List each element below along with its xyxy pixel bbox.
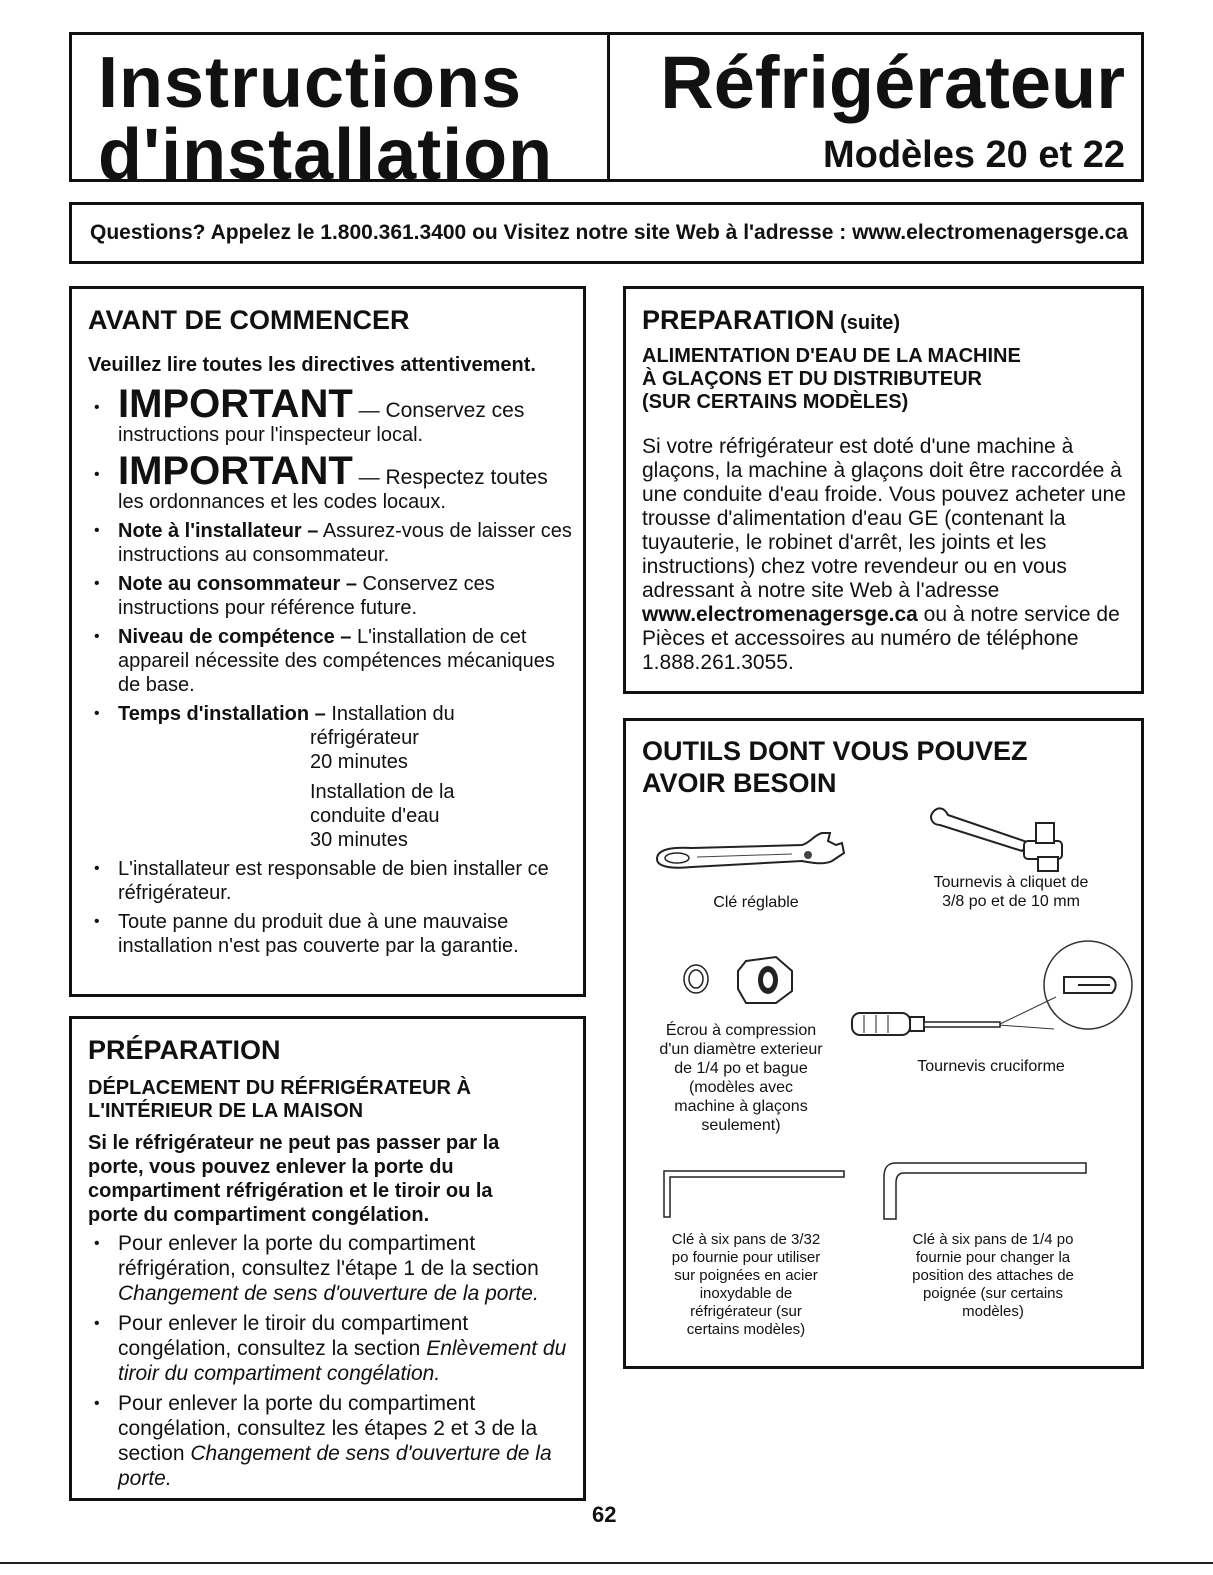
bullet-icon: • xyxy=(94,628,100,645)
bullet-icon: • xyxy=(94,860,100,877)
wrench-caption: Clé réglable xyxy=(713,894,799,911)
prep-step-ref: Changement de sens d'ouverture de la porte. xyxy=(118,1282,539,1305)
title-main: PREPARATION xyxy=(642,305,835,335)
caption-line: Écrou à compression xyxy=(665,1022,817,1039)
prep-step-ref: Changement de sens d'ouverture de la porte. xyxy=(118,1442,552,1490)
caption-line: 3/8 po et de 10 mm xyxy=(942,893,1080,910)
title-suffix: (suite) xyxy=(834,312,901,334)
install-time-line: 30 minutes xyxy=(310,829,408,851)
bullet-icon: • xyxy=(94,575,100,592)
subheading-line: (SUR CERTAINS MODÈLES) xyxy=(642,391,909,413)
page-number: 62 xyxy=(592,1502,617,1527)
product-title: Réfrigérateur xyxy=(660,41,1125,124)
preparation-list xyxy=(88,1231,575,1496)
important-text: — Respectez toutes xyxy=(352,466,548,489)
bullet-icon: • xyxy=(94,522,100,539)
subheading-line: À GLAÇONS ET DU DISTRIBUTEUR xyxy=(642,368,982,390)
install-time-label: Temps d'installation – xyxy=(118,703,326,725)
bullet-icon: • xyxy=(94,466,100,483)
caption-line: poignée (sur certains xyxy=(922,1285,1064,1302)
water-supply-text xyxy=(642,435,1132,675)
phillips-screwdriver-icon xyxy=(848,943,1138,1043)
preparation-title: PRÉPARATION xyxy=(88,1035,281,1065)
important-cont: instructions pour l'inspecteur local. xyxy=(118,424,424,446)
prep-step-text: Pour enlever la porte du compartiment réfrigération, consultez l'étape 1 de la section xyxy=(118,1232,539,1280)
caption-line: inoxydable de xyxy=(699,1285,793,1302)
title-line-2: d'installation xyxy=(98,115,554,195)
bullet-icon: • xyxy=(94,1315,100,1332)
compression-nut-icon xyxy=(676,953,816,1009)
website-link[interactable]: www.electromenagersge.ca xyxy=(642,603,918,626)
note-consumer-text: Conservez ces instructions pour référence future. xyxy=(118,573,495,619)
list-item xyxy=(88,449,575,514)
install-time-line: Installation de la xyxy=(310,781,455,803)
important-label: IMPORTANT xyxy=(118,449,353,493)
nut-caption xyxy=(636,1021,846,1135)
warranty-text: Toute panne du produit due à une mauvaise installation n'est pas couverte par la garantie. xyxy=(118,911,519,957)
preparation-suite-title xyxy=(642,305,900,336)
list-item xyxy=(88,625,575,697)
preparation-suite-section xyxy=(623,286,1144,694)
avant-list xyxy=(88,382,575,963)
tools-title xyxy=(642,735,1028,799)
title-line-1: Instructions xyxy=(98,43,523,123)
note-installer-text: Assurez-vous de laisser ces instructions au consommateur. xyxy=(118,520,572,566)
note-installer-label: Note à l'installateur – xyxy=(118,520,319,542)
questions-banner xyxy=(69,202,1144,264)
caption-line: machine à glaçons xyxy=(674,1098,808,1115)
questions-text: Questions? Appelez le 1.800.361.3400 ou Visitez notre site Web à l'adresse : www.electromenagersge.ca xyxy=(90,221,1128,244)
list-item xyxy=(88,857,575,905)
preparation-section xyxy=(69,1016,586,1501)
footer-rule xyxy=(0,1562,1213,1564)
subheading-line: ALIMENTATION D'EAU DE LA MACHINE xyxy=(642,345,1021,367)
install-time-line: 20 minutes xyxy=(310,751,408,773)
ratchet-icon xyxy=(926,801,1086,881)
caption-line: réfrigérateur (sur xyxy=(690,1303,802,1320)
list-item xyxy=(88,1231,575,1306)
install-time-text: Installation du xyxy=(325,703,455,725)
responsibility-text: L'installateur est responsable de bien installer ce réfrigérateur. xyxy=(118,858,549,904)
bullet-icon: • xyxy=(94,399,100,416)
caption-line: (modèles avec xyxy=(688,1079,794,1096)
tools-title-line: OUTILS DONT VOUS POUVEZ xyxy=(642,736,1028,766)
list-item xyxy=(88,702,575,852)
avant-section xyxy=(69,286,586,997)
bullet-icon: • xyxy=(94,1395,100,1412)
caption-line: Clé à six pans de 3/32 xyxy=(671,1231,821,1248)
header-right-box xyxy=(607,32,1144,182)
install-time-line: conduite d'eau xyxy=(310,805,440,827)
tools-section xyxy=(623,718,1144,1369)
hex-key-large-icon xyxy=(876,1157,1092,1227)
avant-title: AVANT DE COMMENCER xyxy=(88,305,410,335)
avant-intro: Veuillez lire toutes les directives attentivement. xyxy=(88,354,536,376)
note-consumer-label: Note au consommateur – xyxy=(118,573,357,595)
skill-level-text: L'installation de cet appareil nécessite des compétences mécaniques de base. xyxy=(118,626,555,696)
list-item xyxy=(88,1311,575,1386)
caption-line: sur poignées en acier xyxy=(674,1267,818,1284)
skill-level-label: Niveau de compétence – xyxy=(118,626,352,648)
list-item xyxy=(88,910,575,958)
install-time-details xyxy=(118,726,575,852)
caption-line: certains modèles) xyxy=(686,1321,806,1338)
adjustable-wrench-icon xyxy=(652,821,852,881)
caption-line: de 1/4 po et bague xyxy=(674,1060,808,1077)
ratchet-caption xyxy=(896,873,1126,911)
hex-key-small-caption xyxy=(636,1231,856,1339)
important-text: — Conservez ces xyxy=(352,399,525,422)
prep-step-ref: Enlèvement du tiroir du compartiment congélation. xyxy=(118,1337,567,1385)
prep-step-text: Pour enlever la porte du compartiment congélation, consultez les étapes 2 et 3 de la section xyxy=(118,1392,538,1465)
water-text-b: ou à notre service de Pièces et accessoires au numéro de téléphone 1.888.261.3055. xyxy=(642,603,1120,674)
preparation-subheading: DÉPLACEMENT DU RÉFRIGÉRATEUR À L'INTÉRIEUR DE LA MAISON xyxy=(88,1077,471,1122)
phillips-caption: Tournevis cruciforme xyxy=(917,1058,1065,1075)
list-item xyxy=(88,519,575,567)
caption-line: Tournevis à cliquet de xyxy=(933,874,1089,891)
important-label: IMPORTANT xyxy=(118,382,353,426)
bullet-icon: • xyxy=(94,705,100,722)
important-cont: les ordonnances et les codes locaux. xyxy=(118,491,446,513)
caption-line: Clé à six pans de 1/4 po xyxy=(912,1231,1074,1248)
caption-line: d'un diamètre exterieur xyxy=(659,1041,823,1058)
list-item xyxy=(88,1391,575,1491)
install-time-line: réfrigérateur xyxy=(310,727,419,749)
bullet-icon: • xyxy=(94,913,100,930)
list-item xyxy=(88,572,575,620)
hex-key-small-icon xyxy=(656,1165,856,1225)
preparation-bold-para: Si le réfrigérateur ne peut pas passer par la porte, vous pouvez enlever la porte du compartiment réfrigération et le tiroir ou la porte du compartiment congélation. xyxy=(88,1132,500,1226)
water-supply-subheading xyxy=(642,345,1021,414)
caption-line: seulement) xyxy=(701,1117,781,1134)
caption-line: fournie pour changer la xyxy=(915,1249,1071,1266)
prep-step-text: Pour enlever le tiroir du compartiment congélation, consultez la section xyxy=(118,1312,469,1360)
caption-line: po fournie pour utiliser xyxy=(671,1249,821,1266)
tools-title-line: AVOIR BESOIN xyxy=(642,768,837,798)
header-left-box xyxy=(69,32,610,195)
hex-key-large-caption xyxy=(888,1231,1098,1321)
list-item xyxy=(88,382,575,447)
caption-line: modèles) xyxy=(962,1303,1024,1320)
models-subtitle: Modèles 20 et 22 xyxy=(822,134,1125,176)
bullet-icon: • xyxy=(94,1235,100,1252)
water-text-a: Si votre réfrigérateur est doté d'une machine à glaçons, la machine à glaçons doit être raccordée à une conduite d'eau froide. Vous pouvez acheter une trousse d'alimentation d'eau GE (contenant la tuyauterie, le robinet d'arrêt, les joints et les instructions) chez votre revendeur ou en vous adressant à notre site Web à l'adresse xyxy=(642,435,1126,602)
caption-line: position des attaches de xyxy=(912,1267,1074,1284)
